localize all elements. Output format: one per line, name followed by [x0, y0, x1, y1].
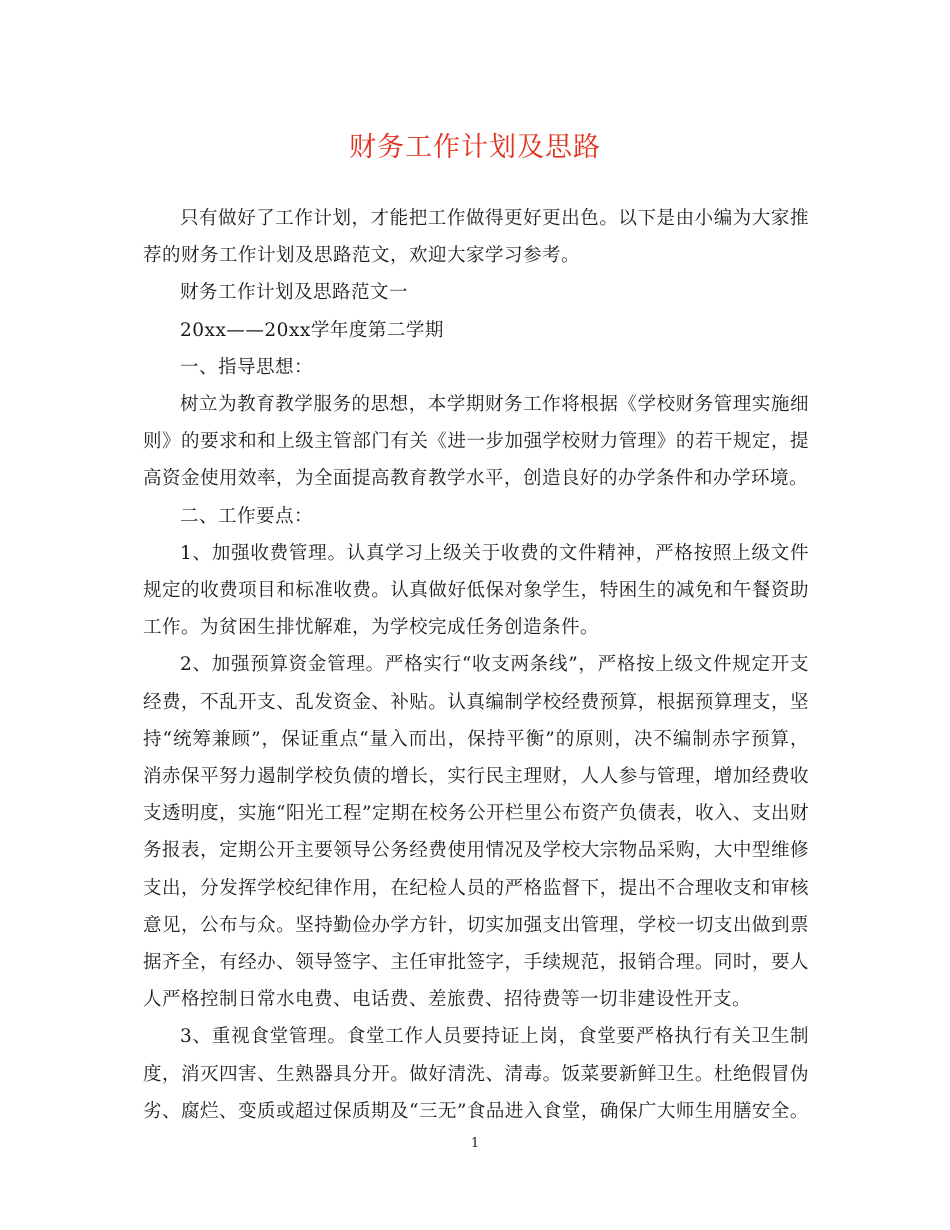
work-point-2-paragraph: 2、加强预算资金管理。严格实行“收支两条线”，严格按上级文件规定开支经费，不乱开支、乱发资金、补贴。认真编制学校经费预算，根据预算理支，坚持“统筹兼顾”，保证重点“量入而出，保持平衡”的原则，决不编制赤字预算，消赤保平努力遏制学校负债的增长，实行民主理财，人人参与管理，增加经费收支透明度，实施“阳光工程”定期在校务公开栏里公布资产负债表，收入、支出财务报表，定期公开主要领导公务经费使用情况及学校大宗物品采购，大中型维修支出，分发挥学校纪律作用，在纪检人员的严格监督下，提出不合理收支和审核意见，公布与众。坚持勤俭办学方针，切实加强支出管理，学校一切支出做到票据齐全，有经办、领导签字、主任审批签字，手续规范，报销合理。同时，要人人严格控制日常水电费、电话费、差旅费、招待费等一切非建设性开支。 — [143, 654, 809, 1011]
guiding-ideology-paragraph: 树立为教育教学服务的思想，本学期财务工作将根据《学校财务管理实施细则》的要求和和上级主管部门有关《进一步加强学校财力管理》的若干规定，提高资金使用效率，为全面提高教育教学水平，创造良好的办学条件和办学环境。 — [143, 394, 809, 490]
semester-line: 20xx——20xx学年度第二学期 — [180, 319, 444, 341]
section-heading-sample-one: 财务工作计划及思路范文一 — [180, 282, 409, 304]
page-number: 1 — [470, 1136, 480, 1151]
work-point-3-paragraph: 3、重视食堂管理。食堂工作人员要持证上岗，食堂要严格执行有关卫生制度，消灭四害、生熟器具分开。做好清洗、清毒。饭菜要新鲜卫生。杜绝假冒伪劣、腐烂、变质或超过保质期及“三无”食品进入食堂，确保广大师生用膳安全。 — [143, 1026, 809, 1122]
document-body — [143, 200, 809, 1130]
section-heading-guiding-ideology: 一、指导思想： — [180, 356, 314, 378]
intro-paragraph: 只有做好了工作计划，才能把工作做得更好更出色。以下是由小编为大家推荐的财务工作计划及思路范文，欢迎大家学习参考。 — [143, 208, 809, 267]
document-title: 财务工作计划及思路 — [349, 132, 601, 163]
section-heading-work-points: 二、工作要点： — [180, 505, 314, 527]
work-point-1-paragraph: 1、加强收费管理。认真学习上级关于收费的文件精神，严格按照上级文件规定的收费项目和标准收费。认真做好低保对象学生，特困生的减免和午餐资助工作。为贫困生排忧解难，为学校完成任务创造条件。 — [143, 542, 809, 639]
